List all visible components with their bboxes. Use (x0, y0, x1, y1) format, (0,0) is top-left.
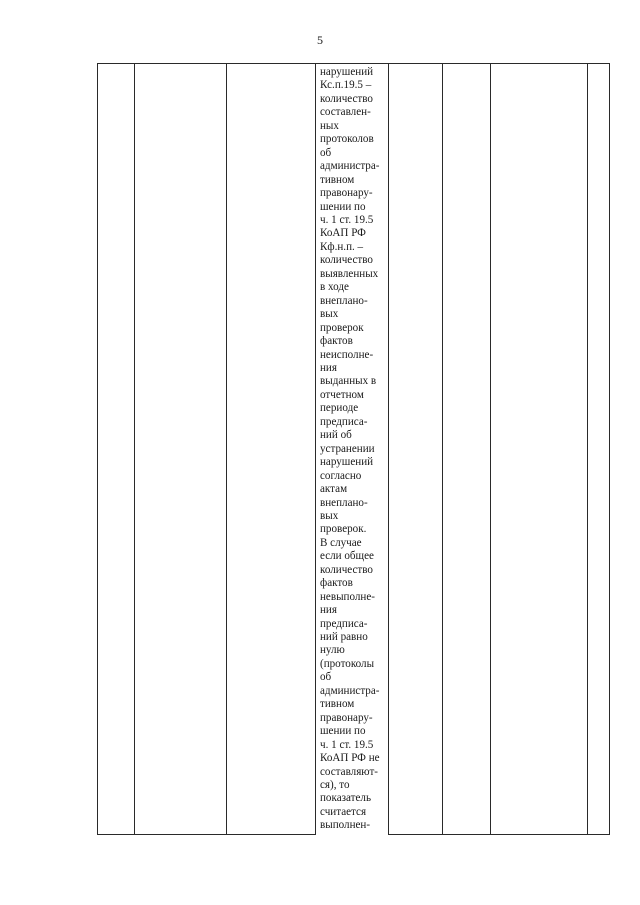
description-line: считается (320, 805, 367, 818)
description-line: КоАП РФ не (320, 752, 380, 765)
description-line: количество (320, 92, 373, 105)
description-line: проверок (320, 321, 364, 334)
description-line: ния (320, 604, 337, 617)
description-line: ния (320, 361, 337, 374)
description-line: выявленных (320, 267, 379, 280)
description-line: администра- (320, 160, 380, 173)
description-line: Кс.п.19.5 – (320, 79, 372, 92)
table-cell-col-3 (227, 64, 316, 835)
description-line: устранении (320, 442, 375, 455)
description-line: составляют- (320, 765, 378, 778)
description-line: невыполне- (320, 590, 375, 603)
description-line: актам (320, 483, 348, 496)
description-line: внеплано- (320, 496, 368, 509)
table-cell-col-8 (588, 64, 610, 835)
description-line: согласно (320, 469, 362, 482)
description-line: выполнен- (320, 819, 371, 832)
description-line: выданных в (320, 375, 377, 388)
table-cell-indicator-description (316, 64, 389, 835)
description-line: отчетном (320, 388, 364, 401)
description-line: нулю (320, 644, 345, 657)
description-line: правонару- (320, 711, 373, 724)
description-line: показатель (320, 792, 372, 805)
description-line: в ходе (320, 281, 349, 294)
description-line: В случае (320, 536, 362, 549)
table-cell-col-5 (389, 64, 443, 835)
description-line: шении по (320, 200, 366, 213)
description-line: ний об (320, 429, 352, 442)
description-line: внеплано- (320, 294, 368, 307)
indicator-table (97, 63, 610, 835)
description-line: вых (320, 308, 339, 321)
description-line: ний равно (320, 631, 368, 644)
description-line: если общее (320, 550, 374, 563)
description-line: фактов (320, 335, 353, 348)
description-line: количество (320, 254, 373, 267)
description-line: (протоколы (320, 657, 375, 670)
description-line: вых (320, 509, 339, 522)
description-line: фактов (320, 577, 353, 590)
table-cell-col-2 (135, 64, 227, 835)
description-line: неисполне- (320, 348, 374, 361)
description-line: предписа- (320, 617, 368, 630)
description-line: Кф.н.п. – (320, 240, 364, 253)
description-line: ных (320, 119, 339, 132)
description-line: количество (320, 563, 373, 576)
description-line: нарушений (320, 66, 374, 78)
description-line: периоде (320, 402, 359, 415)
description-line: об (320, 146, 332, 159)
description-line: КоАП РФ (320, 227, 366, 240)
description-line: тивном (320, 698, 355, 711)
description-line: предписа- (320, 415, 368, 428)
table-cell-col-7 (491, 64, 588, 835)
table-cell-col-1 (98, 64, 135, 835)
description-line: шении по (320, 725, 366, 738)
description-line: составлен- (320, 106, 371, 119)
description-line: нарушений (320, 456, 374, 469)
description-line: администра- (320, 684, 380, 697)
description-line: тивном (320, 173, 355, 186)
table-row (98, 64, 610, 835)
description-line: об (320, 671, 332, 684)
table-cell-col-6 (443, 64, 491, 835)
description-line: ч. 1 ст. 19.5 (320, 213, 374, 226)
description-line: ся), то (320, 779, 350, 792)
description-line: ч. 1 ст. 19.5 (320, 738, 374, 751)
description-line: проверок. (320, 523, 367, 536)
page-number: 5 (317, 33, 323, 47)
description-line: протоколов (320, 133, 374, 146)
description-line: правонару- (320, 187, 373, 200)
indicator-description-text (316, 64, 388, 833)
